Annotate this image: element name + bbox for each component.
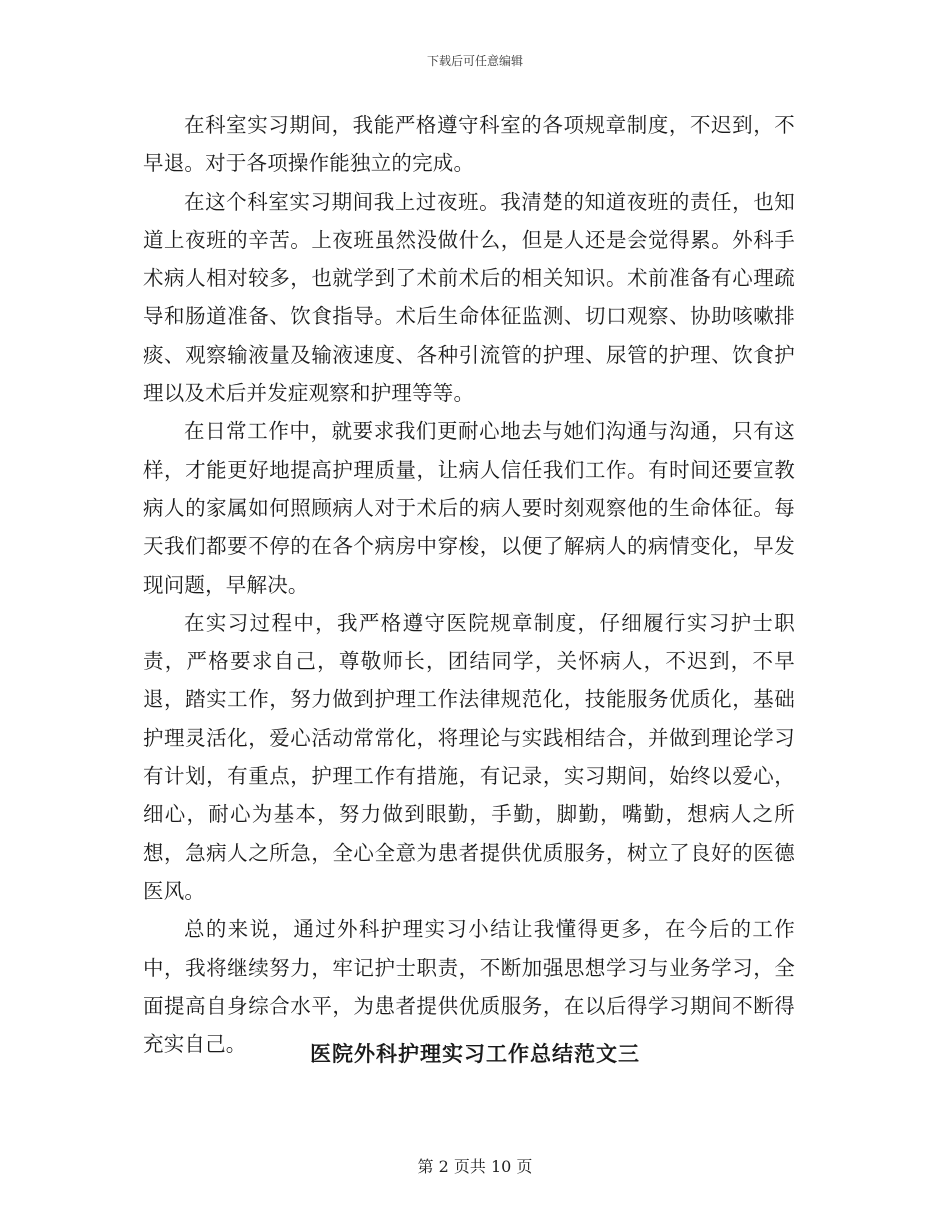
document-body (143, 106, 795, 1063)
paragraph-5: 总的来说，通过外科护理实习小结让我懂得更多，在今后的工作中，我将继续努力，牢记护士职责，不断加强思想学习与业务学习，全面提高自身综合水平，为患者提供优质服务，在以后得学习期间不断得充实自己。 (143, 917, 795, 1057)
paragraph-1: 在科室实习期间，我能严格遵守科室的各项规章制度，不迟到，不早退。对于各项操作能独立的完成。 (143, 113, 795, 176)
paragraph-4: 在实习过程中，我严格遵守医院规章制度，仔细履行实习护士职责，严格要求自己，尊敬师长，团结同学，关怀病人，不迟到，不早退，踏实工作，努力做到护理工作法律规范化，技能服务优质化，基础护理灵活化，爱心活动常常化，将理论与实践相结合，并做到理论学习有计划，有重点，护理工作有措施，有记录，实习期间，始终以爱心，细心，耐心为基本，努力做到眼勤，手勤，脚勤，嘴勤，想病人之所想，急病人之所急，全心全意为患者提供优质服务，树立了良好的医德医风。 (143, 610, 795, 903)
section-title: 医院外科护理实习工作总结范文三 (310, 1041, 640, 1066)
page-footer: 第 2 页共 10 页 (417, 1157, 533, 1176)
page-header: 下载后可任意编辑 (426, 54, 523, 68)
paragraph-2: 在这个科室实习期间我上过夜班。我清楚的知道夜班的责任，也知道上夜班的辛苦。上夜班虽然没做什么，但是人还是会觉得累。外科手术病人相对较多，也就学到了术前术后的相关知识。术前准备有心理疏导和肠道准备、饮食指导。术后生命体征监测、切口观察、协助咳嗽排痰、观察输液量及输液速度、各种引流管的护理、尿管的护理、饮食护理以及术后并发症观察和护理等等。 (143, 189, 795, 406)
paragraph-3: 在日常工作中，就要求我们更耐心地去与她们沟通与沟通，只有这样，才能更好地提高护理质量，让病人信任我们工作。有时间还要宣教病人的家属如何照顾病人对于术后的病人要时刻观察他的生命体征。每天我们都要不停的在各个病房中穿梭，以便了解病人的病情变化，早发现问题，早解决。 (143, 419, 795, 597)
